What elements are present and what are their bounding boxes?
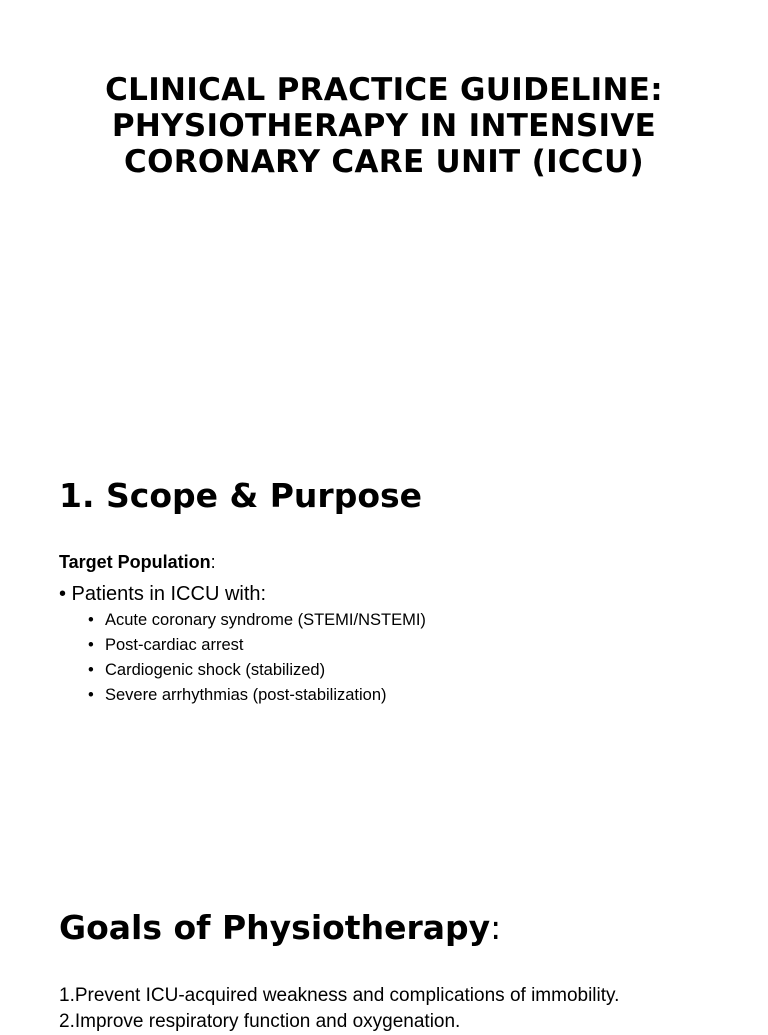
list-item (88, 683, 426, 708)
patients-intro: • Patients in ICCU with: (59, 583, 267, 605)
list-item (88, 633, 426, 658)
goal-item: 2.Improve respiratory function and oxygenation. (59, 1011, 461, 1032)
goals-list (59, 983, 619, 1035)
goal-item: 1.Prevent ICU-acquired weakness and complications of immobility. (59, 985, 620, 1006)
list-item-text: Post-cardiac arrest (105, 636, 244, 654)
goals-heading (59, 908, 501, 948)
bullet-icon: • (88, 611, 94, 629)
target-population-colon: : (210, 552, 216, 572)
list-item-text: Acute coronary syndrome (STEMI/NSTEMI) (105, 611, 426, 629)
goals-heading-text: Goals of Physiotherapy (59, 908, 491, 947)
list-item (88, 658, 426, 683)
bullet-icon: • (88, 636, 94, 654)
target-population-label (59, 550, 216, 574)
bullet-icon: • (88, 686, 94, 704)
goals-heading-colon: : (490, 908, 502, 947)
document-title: CLINICAL PRACTICE GUIDELINE: PHYSIOTHERAPY IN INTENSIVE CORONARY CARE UNIT (ICCU) (105, 72, 663, 180)
scope-heading: 1. Scope & Purpose (59, 476, 423, 515)
list-item (88, 608, 426, 633)
target-population-text: Target Population (59, 552, 211, 572)
condition-list (88, 608, 426, 708)
list-item-text: Cardiogenic shock (stabilized) (105, 661, 326, 679)
list-item-text: Severe arrhythmias (post-stabilization) (105, 686, 387, 704)
bullet-icon: • (88, 661, 94, 679)
